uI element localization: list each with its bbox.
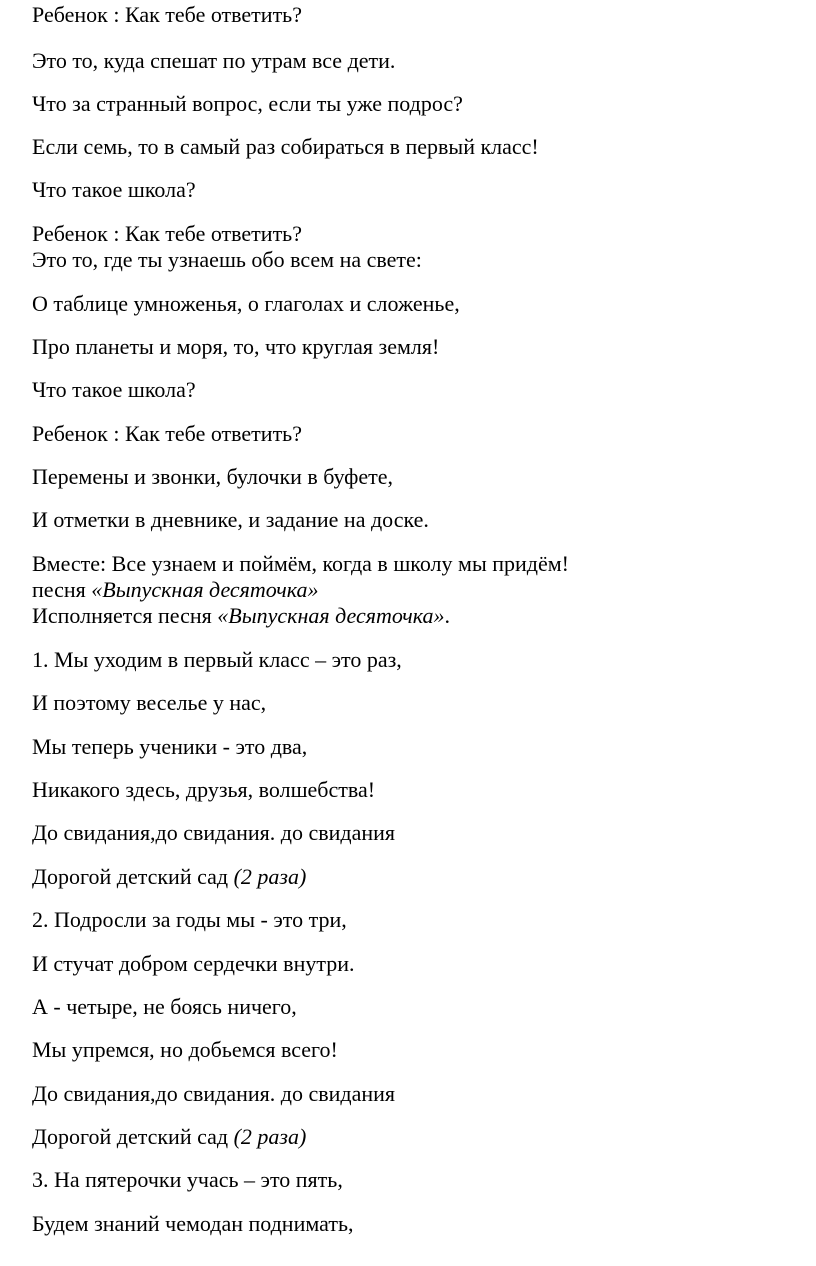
text-line: Это то, где ты узнаешь обо всем на свете: xyxy=(32,247,422,272)
text-line: Перемены и звонки, булочки в буфете, xyxy=(32,464,394,489)
song-performed-line xyxy=(32,603,450,629)
text-line: Что такое школа? xyxy=(32,377,196,402)
refrain-text: Дорогой детский сад xyxy=(32,864,229,889)
song-label: песня xyxy=(32,577,86,602)
verse-line: 2. Подросли за годы мы - это три, xyxy=(32,907,347,932)
verse-line: 1. Мы уходим в первый класс – это раз, xyxy=(32,647,402,672)
text-line: Ребенок : Как тебе ответить? xyxy=(32,421,302,446)
verse-line xyxy=(32,1124,306,1150)
text-line: Что за странный вопрос, если ты уже подрос? xyxy=(32,91,463,116)
performed-label: Исполняется песня xyxy=(32,603,212,628)
period: . xyxy=(444,603,450,628)
text-line: И отметки в дневнике, и задание на доске. xyxy=(32,507,429,532)
repeat-note: (2 раза) xyxy=(233,1124,307,1149)
verse-line: 3. На пятерочки учась – это пять, xyxy=(32,1167,343,1192)
refrain-text: Дорогой детский сад xyxy=(32,1124,229,1149)
song-title: «Выпускная десяточка» xyxy=(217,603,445,628)
verse-line: Мы упремся, но добьемся всего! xyxy=(32,1037,338,1062)
song-label-line xyxy=(32,577,318,603)
verse-line: И поэтому веселье у нас, xyxy=(32,690,267,715)
text-line: Что такое школа? xyxy=(32,177,196,202)
verse-line xyxy=(32,864,306,890)
verse-line: И стучат добром сердечки внутри. xyxy=(32,951,355,976)
repeat-note: (2 раза) xyxy=(233,864,307,889)
text-line: Про планеты и моря, то, что круглая земля! xyxy=(32,334,440,359)
text-line: Если семь, то в самый раз собираться в первый класс! xyxy=(32,134,539,159)
verse-line: Мы теперь ученики - это два, xyxy=(32,734,308,759)
song-title: «Выпускная десяточка» xyxy=(91,577,319,602)
verse-line: До свидания,до свидания. до свидания xyxy=(32,1081,396,1106)
text-line: О таблице умноженья, о глаголах и сложенье, xyxy=(32,291,460,316)
verse-line: Будем знаний чемодан поднимать, xyxy=(32,1211,354,1236)
verse-line: До свидания,до свидания. до свидания xyxy=(32,820,396,845)
text-line: Ребенок : Как тебе ответить? xyxy=(32,2,302,27)
text-line: Вместе: Все узнаем и поймём, когда в школу мы придём! xyxy=(32,551,569,576)
text-line: Ребенок : Как тебе ответить? xyxy=(32,221,302,246)
verse-line: Никакого здесь, друзья, волшебства! xyxy=(32,777,376,802)
text-line: Это то, куда спешат по утрам все дети. xyxy=(32,48,396,73)
verse-line: А - четыре, не боясь ничего, xyxy=(32,994,297,1019)
